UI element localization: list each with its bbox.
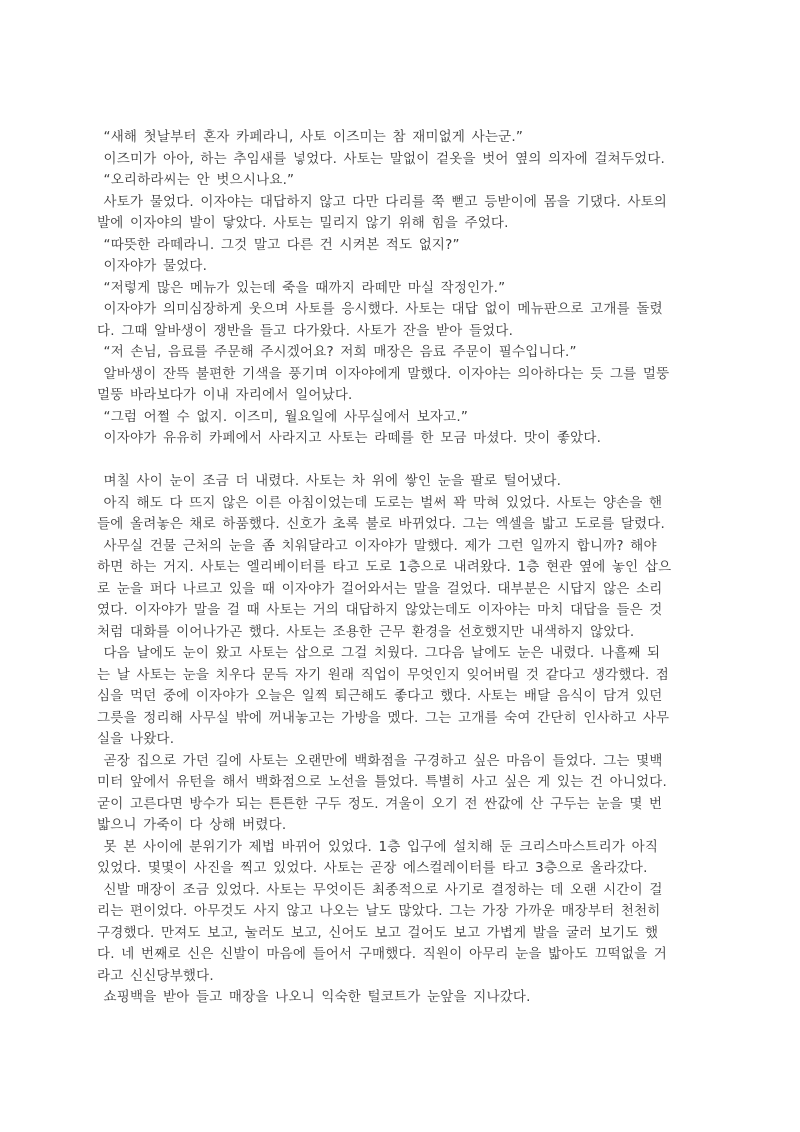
- text-line: “따뜻한 라떼라니. 그것 말고 다른 건 시켜본 적도 없지?”: [97, 236, 460, 253]
- text-line: 였다. 이자야가 말을 걸 때 사토는 거의 대답하지 않았는데도 이자야는 마치 대답을 들은 것: [97, 602, 663, 618]
- text-line: “저렇게 많은 메뉴가 있는데 죽을 때까지 라떼만 마실 작정인가.”: [97, 279, 506, 296]
- text-line: 아직 해도 다 뜨지 않은 이른 아침이었는데 도로는 벌써 꽉 막혀 있었다. 사토는 양손을 핸: [97, 494, 663, 511]
- text-line: 멀뚱 바라보다가 이내 자리에서 일어났다.: [97, 387, 353, 403]
- text-line: 이자야가 유유히 카페에서 사라지고 사토는 라떼를 한 모금 마셨다. 맛이 좋았다.: [97, 430, 602, 446]
- manuscript-text: [97, 127, 708, 1009]
- text-line: 굳이 고른다면 방수가 되는 튼튼한 구두 정도. 겨울이 오기 전 싼값에 산 구두는 눈을 몇 번: [97, 795, 663, 812]
- text-line: “저 손님, 음료를 주문해 주시겠어요? 저희 매장은 음료 주문이 필수입니다.”: [97, 344, 577, 360]
- text-line: [97, 450, 708, 472]
- text-line: 이자야가 의미심장하게 웃으며 사토를 응시했다. 사토는 대답 없이 메뉴판으로 고개를 돌렸: [97, 301, 663, 317]
- text-line: 밟으니 가죽이 다 상해 버렸다.: [97, 817, 287, 833]
- text-line: 다. 그때 알바생이 쟁반을 들고 다가왔다. 사토가 잔을 받아 들었다.: [97, 322, 514, 339]
- text-line: 신발 매장이 조금 있었다. 사토는 무엇이든 최종적으로 사기로 결정하는 데 오랜 시간이 걸: [97, 881, 663, 898]
- text-line: 있었다. 몇몇이 사진을 찍고 있었다. 사토는 곧장 에스컬레이터를 타고 3층으로 올라갔다.: [97, 860, 648, 876]
- text-line: 곧장 집으로 가던 길에 사토는 오랜만에 백화점을 구경하고 싶은 마음이 들었다. 그는 몇백: [97, 752, 663, 769]
- text-line: 는 날 사토는 눈을 치우다 문득 자기 원래 직업이 무엇인지 잊어버릴 것 같다고 생각했다. 점: [97, 666, 670, 683]
- text-line: 못 본 사이에 분위기가 제법 바뀌어 있었다. 1층 입구에 설치해 둔 크리스마스트리가 아직: [97, 838, 659, 855]
- text-line: 들에 올려놓은 채로 하품했다. 신호가 초록 불로 바뀌었다. 그는 엑셀을 밟고 도로를 달렸다.: [97, 516, 666, 532]
- text-line: 이자야가 물었다.: [97, 258, 208, 274]
- text-line: 이즈미가 아아, 하는 추임새를 넣었다. 사토는 말없이 겉옷을 벗어 옆의 의자에 걸쳐두었다.: [97, 150, 666, 167]
- text-line: 라고 신신당부했다.: [97, 967, 214, 984]
- text-line: 다음 날에도 눈이 왔고 사토는 삽으로 그걸 치웠다. 그다음 날에도 눈은 내렸다. 나흘째 되: [97, 645, 661, 661]
- text-line: “오리하라씨는 안 벗으시나요.”: [97, 172, 295, 188]
- text-line: 로 눈을 퍼다 나르고 있을 때 이자야가 걸어와서는 말을 걸었다. 대부분은 시답지 않은 소리: [97, 580, 663, 597]
- text-line: 발에 이자야의 발이 닿았다. 사토는 밀리지 않기 위해 힘을 주었다.: [97, 215, 509, 231]
- text-line: 구경했다. 만져도 보고, 눌러도 보고, 신어도 보고 걸어도 보고 가볍게 발을 굴러 보기도 했: [97, 924, 659, 941]
- text-line: 사무실 건물 근처의 눈을 좀 치워달라고 이자야가 말했다. 제가 그런 일까지 합니까? 해야: [97, 537, 657, 554]
- text-line: 사토가 물었다. 이자야는 대답하지 않고 다만 다리를 쭉 뻗고 등받이에 몸을 기댔다. 사토의: [97, 193, 668, 210]
- text-line: 리는 편이었다. 아무것도 사지 않고 나오는 날도 많았다. 그는 가장 가까운 매장부터 천천히: [97, 903, 661, 919]
- text-line: 다. 네 번째로 신은 신발이 마음에 들어서 구매했다. 직원이 아무리 눈을 밟아도 끄떡없을 거: [97, 946, 668, 962]
- text-line: 알바생이 잔뜩 불편한 기색을 풍기며 이자야에게 말했다. 이자야는 의아하다는 듯 그를 멀뚱: [97, 365, 670, 382]
- text-line: “그럼 어쩔 수 없지. 이즈미, 월요일에 사무실에서 보자고.”: [97, 408, 469, 425]
- text-line: “새해 첫날부터 혼자 카페라니, 사토 이즈미는 참 재미없게 사는군.”: [97, 129, 524, 145]
- text-line: 심을 먹던 중에 이자야가 오늘은 일찍 퇴근해도 좋다고 했다. 사토는 배달 음식이 담겨 있던: [97, 688, 663, 704]
- text-line: 미터 앞에서 유턴을 해서 백화점으로 노선을 틀었다. 특별히 사고 싶은 게 있는 건 아니었다.: [97, 774, 668, 790]
- text-line: 실을 나왔다.: [97, 731, 175, 747]
- text-line: 며칠 사이 눈이 조금 더 내렸다. 사토는 차 위에 쌓인 눈을 팔로 털어냈다.: [97, 473, 562, 489]
- text-line: 하면 하는 거지. 사토는 엘리베이터를 타고 도로 1층으로 내려왔다. 1층 현관 옆에 놓인 삽으: [97, 559, 672, 575]
- text-line: 쇼핑백을 받아 들고 매장을 나오니 익숙한 털코트가 눈앞을 지나갔다.: [97, 989, 531, 1005]
- text-line: 처럼 대화를 이어나가곤 했다. 사토는 조용한 근무 환경을 선호했지만 내색하지 않았다.: [97, 623, 635, 640]
- text-line: 그릇을 정리해 사무실 밖에 꺼내놓고는 가방을 멨다. 그는 고개를 숙여 간단히 인사하고 사무: [97, 709, 670, 726]
